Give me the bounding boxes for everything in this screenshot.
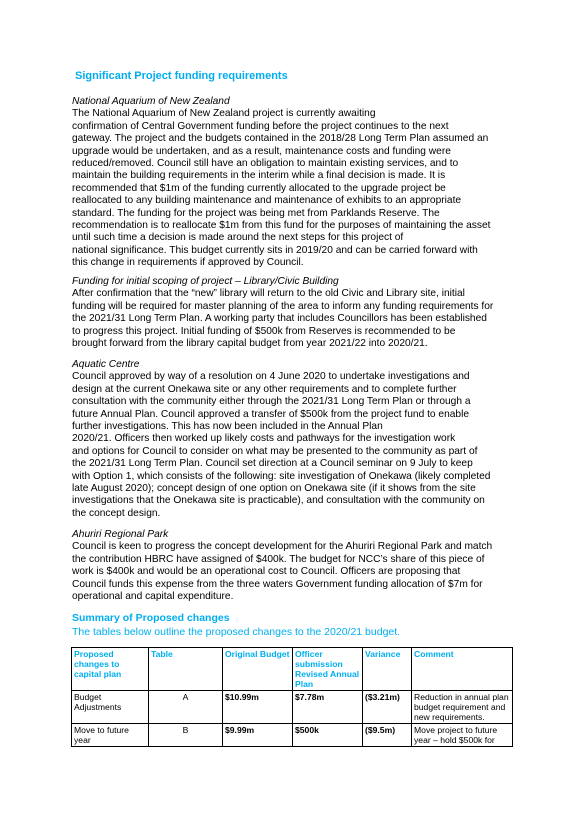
header-table: Table — [149, 648, 223, 691]
paragraph-line: the 2021/31 Long Term Plan. Council set direction at a Council seminar on 9 July to keep — [72, 458, 473, 470]
section-library-civic — [72, 276, 512, 350]
paragraph-line: recommended that $1m of the funding currently allocated to the upgrade project be — [72, 182, 446, 194]
table-header-row — [72, 648, 513, 691]
paragraph-line: upgrade would be undertaken, and as a result, maintenance costs and funding were — [72, 145, 451, 157]
paragraph-line: After confirmation that the “new” library will return to the old Civic and Library site, initial — [72, 288, 465, 300]
paragraph-line: to progress this project. Initial funding of $500k from Reserves is recommended to be — [72, 325, 456, 337]
paragraph-line: this change in requirements if approved by Council. — [72, 257, 304, 269]
paragraph-line: funding will be required for master planning of the area to inform any funding requirements for — [72, 300, 494, 312]
paragraph-line: maintain the building requirements in the interim while a final decision is made. It is — [72, 170, 446, 182]
paragraph-line: brought forward from the library capital budget from year 2021/22 into 2020/21. — [72, 338, 428, 350]
paragraph-line: the 2021/31 Long Term Plan. A working party that includes Councillors has been established — [72, 313, 487, 325]
cell-revised: $500k — [293, 724, 363, 747]
section-aquatic-centre — [72, 359, 512, 520]
header-officer-submission: Officer submission Revised Annual Plan — [293, 648, 363, 691]
header-variance: Variance — [363, 648, 412, 691]
paragraph-line: design at the current Onekawa site or any other requirements and to complete further — [72, 383, 457, 395]
paragraph-line: further investigations. This has now been included in the Annual Plan — [72, 421, 383, 433]
paragraph-line: The National Aquarium of New Zealand project is currently awaiting — [72, 108, 376, 120]
paragraph-line: Council funds this expense from the three waters Government funding allocation of $7m for — [72, 578, 483, 590]
paragraph-line: recommendation is to reallocate $1m from this fund for the purposes of maintaining the asset — [72, 220, 491, 232]
paragraph-line: reallocated to any building maintenance and maintenance of exhibits to an appropriate — [72, 195, 462, 207]
cell-change: Budget Adjustments — [72, 691, 149, 724]
section-ahuriri-park — [72, 529, 512, 603]
paragraph-line: consultation with the community either through the 2021/31 Long Term Plan or through a — [72, 396, 471, 408]
paragraph-line: operational and capital expenditure. — [72, 591, 234, 603]
cell-comment: Reduction in annual plan budget requirement and new requirements. — [412, 691, 513, 724]
section-heading: Significant Project funding requirements — [75, 70, 288, 82]
paragraph-line: the concept design. — [72, 507, 161, 519]
table-row — [72, 724, 513, 747]
section-subtitle: Ahuriri Regional Park — [72, 529, 169, 540]
paragraph-line: future Annual Plan. Council approved a transfer of $500k from the project fund to enable — [72, 408, 469, 420]
section-subtitle: Funding for initial scoping of project – Library/Civic Building — [72, 276, 339, 287]
header-original-budget: Original Budget — [223, 648, 293, 691]
paragraph-line: and options for Council to consider on what may be presented to the community as part of — [72, 445, 478, 457]
cell-variance: ($3.21m) — [363, 691, 412, 724]
paragraph-line: reduced/removed. Council still have an obligation to maintain existing services, and to — [72, 158, 459, 170]
proposed-changes-table — [71, 647, 513, 747]
cell-change: Move to future year — [72, 724, 149, 747]
cell-original-budget: $9.99m — [223, 724, 293, 747]
cell-table: B — [149, 724, 223, 747]
cell-variance: ($9.5m) — [363, 724, 412, 747]
section-subtitle: National Aquarium of New Zealand — [72, 96, 230, 107]
paragraph-line: confirmation of Central Government funding before the project continues to the next — [72, 120, 449, 132]
summary-subtitle: The tables below outline the proposed changes to the 2020/21 budget. — [72, 626, 401, 638]
paragraph-line: the contribution HBRC have assigned of $400k. The budget for NCC’s share of this piece of — [72, 553, 485, 565]
section-subtitle: Aquatic Centre — [72, 359, 140, 370]
paragraph-line: late August 2020); concept design of one option on Onekawa site (if it shows from the site — [72, 483, 476, 495]
section-national-aquarium — [72, 96, 512, 270]
paragraph-line: standard. The funding for the project was being met from Parklands Reserve. The — [72, 207, 440, 219]
paragraph-line: gateway. The project and the budgets contained in the 2018/28 Long Term Plan assumed an — [72, 133, 489, 145]
paragraph-line: Council approved by way of a resolution on 4 June 2020 to undertake investigations and — [72, 371, 470, 383]
header-comment: Comment — [412, 648, 513, 691]
paragraph-line: Council is keen to progress the concept development for the Ahuriri Regional Park and match — [72, 541, 493, 553]
paragraph-line: investigations that the Onekawa site is practicable), and consultation with the community on — [72, 495, 485, 507]
header-proposed-changes: Proposed changes to capital plan — [72, 648, 149, 691]
table-row — [72, 691, 513, 724]
paragraph-line: work is $400k and would be an operational cost to Council. Officers are proposing that — [72, 566, 461, 578]
paragraph-line: 2020/21. Officers then worked up likely costs and pathways for the investigation work — [72, 433, 456, 445]
paragraph-line: until such time a decision is made around the next steps for this project of — [72, 232, 404, 244]
summary-title: Summary of Proposed changes — [72, 612, 230, 624]
cell-table: A — [149, 691, 223, 724]
paragraph-line: national significance. This budget currently sits in 2019/20 and can be carried forward with — [72, 244, 478, 256]
cell-comment: Move project to future year – hold $500k for — [412, 724, 513, 747]
cell-revised: $7.78m — [293, 691, 363, 724]
paragraph-line: with Option 1, which consists of the following: site investigation of Onekawa (likely completed — [72, 470, 491, 482]
cell-original-budget: $10.99m — [223, 691, 293, 724]
